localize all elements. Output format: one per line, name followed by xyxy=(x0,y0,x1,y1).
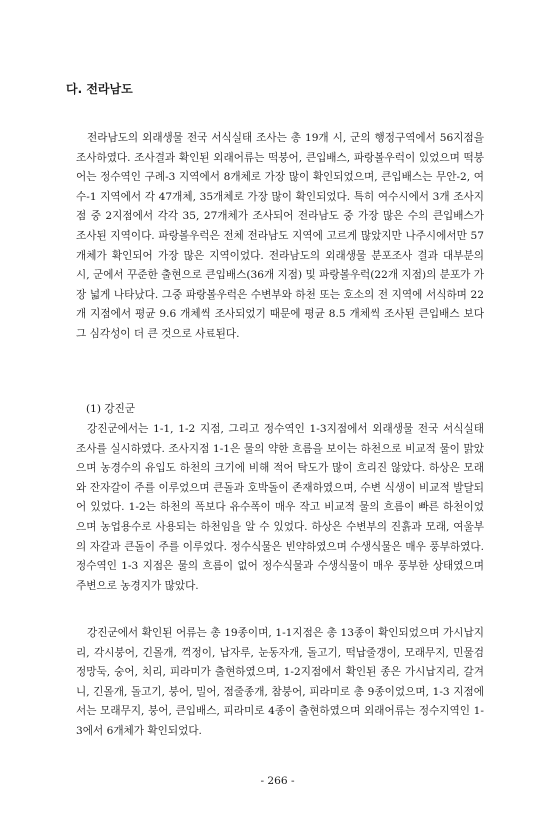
gangjin-paragraph-2: 강진군에서 확인된 어류는 총 19종이며, 1-1지점은 총 13종이 확인되었으며 가시납지리, 각시붕어, 긴몰개, 꺽정이, 납자루, 눈동자개, 돌고기, 떡납줄갱이, 모래무지, 민물검정망둑, 숭어, 치리, 피라미가 출현하였으며, 1-2지점에서 확인된 종은 가시납지리, 갈겨니, 긴몰개, 돌고기, 붕어, 밀어, 점줄종개, 참붕어, 피라미로 총 9종이었으며, 1-3 지점에서는 모래무지, 붕어, 큰입배스, 피라미로 4종이 출현하였으며 외래어류는 정수지역인 1-3에서 6개체가 확인되었다. xyxy=(76,627,484,737)
page-number: - 266 - xyxy=(260,775,295,787)
subsection-heading: (1) 강진군 xyxy=(86,403,136,415)
section-heading: 다. 전라남도 xyxy=(66,82,133,96)
gangjin-paragraph-1: 강진군에서는 1-1, 1-2 지점, 그리고 정수역인 1-3지점에서 외래생물 전국 서식실태 조사를 실시하였다. 조사지점 1-1은 물의 약한 흐름을 보이는 하천으로 비교적 물이 맑았으며 농경수의 유입도 하천의 크기에 비해 적어 탁도가 많이 흐리진 않았다. 하상은 모래와 잔자갈이 주를 이루었으며 큰돌과 호박돌이 존재하였으며, 수변 식생이 비교적 발달되어 있었다. 1-2는 하천의 폭보다 유수폭이 매우 작고 비교적 물의 흐름이 빠른 하천이었으며 농업용수로 사용되는 하천임을 알 수 있었다. 하상은 수변부의 진흙과 모래, 여울부의 자갈과 큰돌이 주를 이루었다. 정수식물은 빈약하였으며 수생식물은 매우 풍부하였다. 정수역인 1-3 지점은 물의 흐름이 없어 정수식물과 수생식물이 매우 풍부한 상태였으며 주변으로 농경지가 많았다. xyxy=(76,423,484,592)
intro-paragraph: 전라남도의 외래생물 전국 서식실태 조사는 총 19개 시, 군의 행정구역에서 56지점을 조사하였다. 조사결과 확인된 외래어류는 떡붕어, 큰입배스, 파랑볼우럭이 있었으며 떡붕어는 정수역인 구례-3 지역에서 8개체로 가장 많이 확인되었으며, 큰입배스는 무안-2, 여수-1 지역에서 각 47개체, 35개체로 가장 많이 확인되었다. 특히 여수시에서 3개 조사지점 중 2지점에서 각각 35, 27개체가 조사되어 전라남도 중 가장 많은 수의 큰입배스가 조사된 지역이다. 파랑볼우럭은 전체 전라남도 지역에 고르게 많았지만 나주시에서만 57개체가 확인되어 가장 많은 지역이었다. 전라남도의 외래생물 분포조사 결과 대부분의 시, 군에서 꾸준한 출현으로 큰입배스(36개 지점) 및 파랑볼우럭(22개 지점)의 분포가 가장 넓게 나타났다. 그중 파랑볼우럭은 수변부와 하천 또는 호소의 전 지역에 서식하며 22개 지점에서 평균 9.6 개체씩 조사되었기 때문에 평균 8.5 개체씩 조사된 큰입배스 보다 그 심각성이 더 큰 것으로 사료된다. xyxy=(76,132,485,340)
